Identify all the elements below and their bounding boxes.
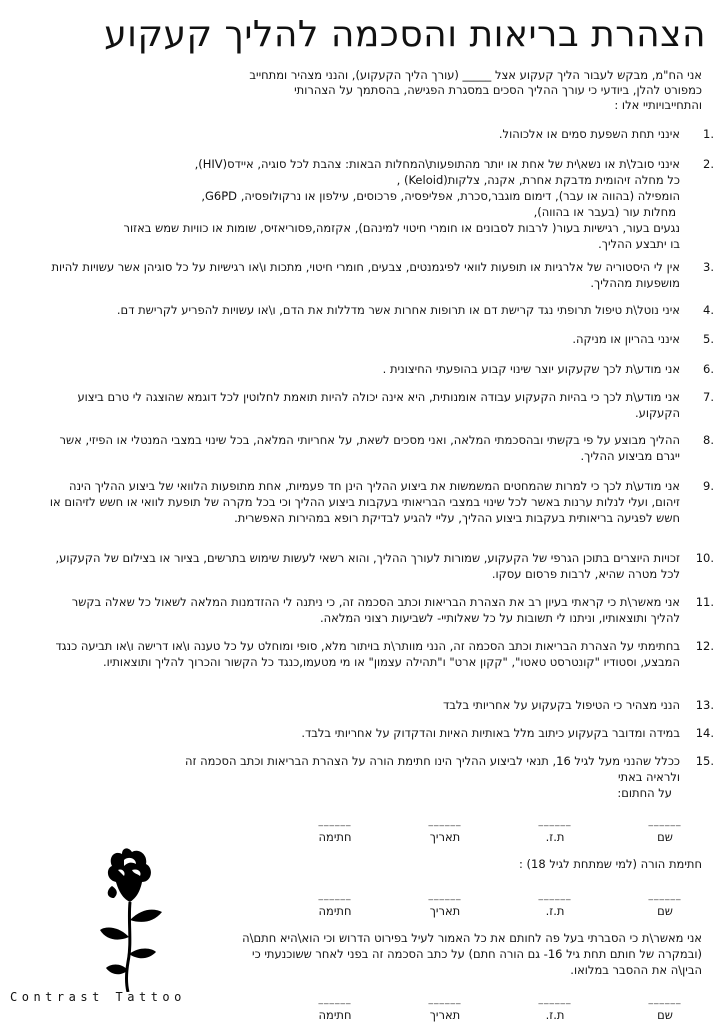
parent-signature-label: חתימת הורה (למי שמתחת לגיל 18) : [519,857,702,871]
list-item: .11 אני מאשר\ת כי קראתי בעיון רב את הצהרת הבריאות וכתב הסכמה זה, כי ניתנה לי ההזדמנות המלאה לשאול כל שאלה בקשר להליך ותוצאותיו, וניתנו לי תשובות על כל שאלותיי- לשביעות רצוני המלאה. [71,595,714,625]
page-title: הצהרת בריאות והסכמה להליך קעקוע [104,14,706,55]
signature-label: חתימה [318,830,352,844]
name-label: שם [657,904,673,918]
rose-icon [92,842,182,992]
list-item: .6 אני מודע\ת לכך שקעקוע יוצר שינוי קבוע בהופעתי החיצונית . [382,362,714,376]
name-label: שם [657,1008,673,1022]
name-label: שם [657,830,673,844]
list-item: .1 אינני תחת השפעת סמים או אלכוהול. [498,127,714,141]
id-label: ת.ז. [545,830,565,844]
list-item: .10 זכויות היוצרים בתוכן הגרפי של הקעקוע, שמורות לעורך ההליך, והוא רשאי לעשות שימוש בתרשים, בציור או בצילום של הקעקוע, לכל מטרה שהיא, לרבות פרסום עסקו. [55,551,714,581]
intro-paragraph: אני הח"מ, מבקש לעבור הליך קעקוע אצל _____ (עורך הליך הקעקוע), והנני מצהיר ומתחייב כמפורט להלן, ביודעי כי עורך ההליך הסכים במסגרת הפגישה, בהסתמך על הצהרותי והתחייבויותיי אלו : [249,68,702,112]
list-item: .14 במידה ומדובר בקעקוע כיתוב מלל באותיות האיות והדקדוק על אחריותי בלבד. [301,726,714,740]
list-item: .15 ככלל שהנני מעל לגיל 16, תנאי לביצוע ההליך הינו חתימת הורה על הצהרת הבריאות וכתב הסכמה זה ולראיה באתי על החתום: [184,754,714,800]
list-item: .5 אינני בהריון או מניקה. [572,332,714,346]
list-item: .3 אין לי היסטוריה של אלרגיות או תופעות לוואי לפיגמנטים, צבעים, חומרי חיטוי, מתכות ו\או רגישיות על כל סוגיהן אשר עשויות להיות מושפעות מההליך. [51,260,714,290]
brand-wordmark: Contrast Tattoo [10,990,186,1004]
list-item: .7 אני מודע\ת לכך כי בהיות הקעקוע עבודה אומנותית, היא אינה יכולה להיות תואמת לחלוטין לכל דוגמא שהוצגה לי טרם ביצוע הקעקוע. [77,390,714,420]
list-item: .4 איני נוטל\ת טיפול תרופתי נגד קרישת דם או תרופות אחרות אשר מדללות את הדם, ו\או עשויות להפריע לקרישת דם. [116,303,714,317]
signature-label: חתימה [318,904,352,918]
id-label: ת.ז. [545,1008,565,1022]
list-item: .8 ההליך מבוצע על פי בקשתי ובהסכמתי המלאה, ואני מסכים לשאת, על אחריותי המלאה, בכל שינוי במצבי המנטלי או הפיזי, אשר ייגרם מביצוע ההליך. [59,433,714,463]
signature-label: חתימה [318,1008,352,1022]
signature-row: ______ שם ______ ת.ז. ______ תאריך ______ חתימה [318,891,682,918]
date-label: תאריך [429,904,461,918]
signature-row: ______ שם ______ ת.ז. ______ תאריך ______ חתימה [318,817,682,844]
signature-row: ______ שם ______ ת.ז. ______ תאריך ______ חתימה [318,995,682,1022]
guardian-statement: אני מאשר\ת כי הסברתי בעל פה לחותם את כל האמור לעיל בפירוט הדרוש וכי הוא\היא חתם\ה (ובמקרה של חותם תחת גיל 16- גם הורה חתם) על כתב הסכמה זה בפני לאחר ששוכנעתי כי הבין\ה את ההסבר במלואו. [242,931,702,977]
date-label: תאריך [429,830,461,844]
list-item: .2 אינני סובל\ת או נשא\ית של אחת או יותר מהתופעות\המחלות הבאות: צהבת לכל סוגיה, איידס(HIV), כל מחלה זיהומית מדבקת אחרת, אקנה, צלקות(Keloid) , הומפילה (בהווה או עבר), דימום מוגבר,סכרת, אפליפסיה, פרכוסים, עילפון או נרקולופסיה, G6PD, מחלות עור (בעבר או בהווה), נגעים בעור, רגישיות בעור( לרבות לסבונים או חומרי חיטוי למינהם), אקזמה,פסוריאזיס, שומות או כוויות שמש באזור בו יתבצע ההליך. [123,157,714,251]
list-item: .12 בחתימתי על הצהרת הבריאות וכתב הסכמה זה, הנני מוותר\ת בויתור מלא, סופי ומוחלט על כל טענה ו\או דרישה ו\או תביעה כנגד המבצע, וסטודיו "קונטרסט טאטו", "קקון ארט" ו"תהילה עצמון" או מי מטעמו,כנגד כל הקשור והכרוך להליך ותוצאותיו. [55,639,714,669]
id-label: ת.ז. [545,904,565,918]
date-label: תאריך [429,1008,461,1022]
list-item: .9 אני מודע\ת לכך כי למרות שהמחטים המשמשות את ביצוע ההליך הינן חד פעמיות, אחת מתופעות הלוואי של ביצוע ההליך הינה זיהום, ועלי לנלות ערנות באשר לכל שינוי במצבי הבריאותי בעקבות ביצוע ההליך וכי בכל מקרה של תופעת לוואי או חשש לזיהום או חשש לפגיעה בריאותית בעקבות ביצוע ההליך, עליי להגיע לבדיקת רופא במהירות האפשרית. [49,479,714,525]
list-item: .13 הנני מצהיר כי הטיפול בקעקוע על אחריותי בלבד [442,698,714,712]
